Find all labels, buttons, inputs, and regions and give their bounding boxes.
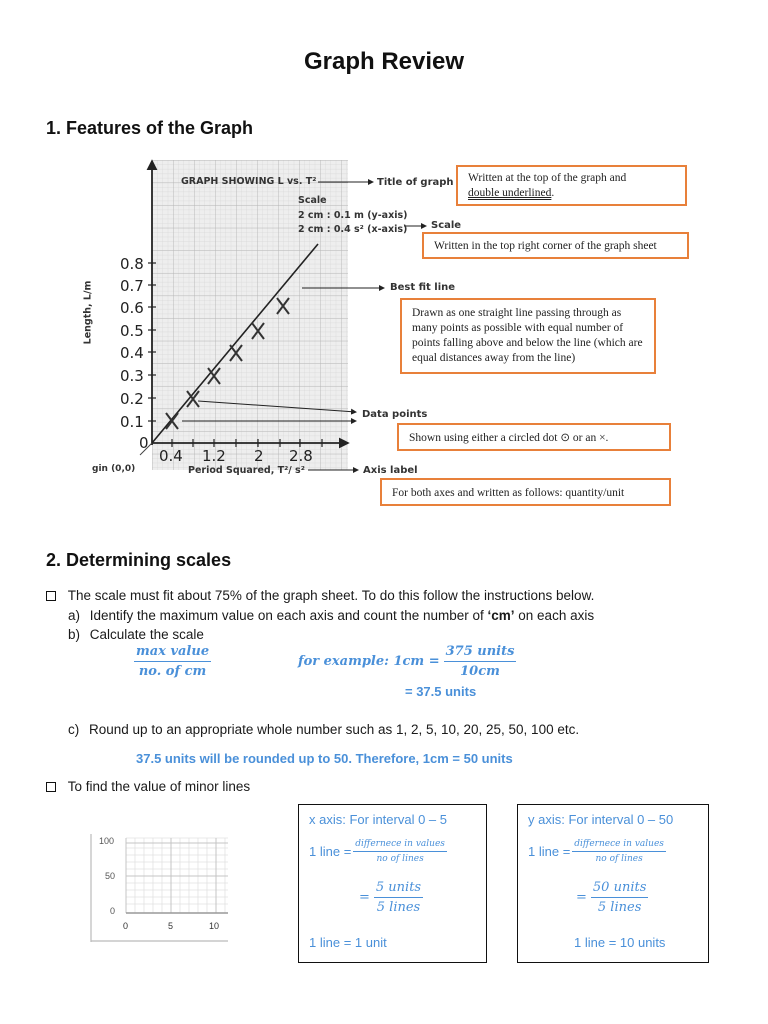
x-box-heading: x axis: For interval 0 – 5 — [309, 812, 447, 827]
y-box-eq: = — [576, 890, 587, 905]
x-box-fraction — [353, 839, 447, 864]
x-box-value — [359, 880, 423, 915]
scale-y-text: 2 cm : 0.1 m (y-axis) — [298, 210, 408, 221]
y-axis-minor-line-box — [517, 804, 709, 963]
x-box-frac-num: differnece in values — [353, 839, 447, 852]
annotation-title-of-graph: Title of graph — [377, 177, 454, 188]
y-box-frac-num: differnece in values — [572, 839, 666, 852]
double-underlined-text: double underlined — [468, 187, 552, 199]
section-2-heading: 2. Determining scales — [46, 550, 232, 570]
y-box-line-label: 1 line = — [528, 844, 571, 859]
mini-x-tick: 0 — [123, 921, 129, 931]
callout-data-points: Shown using either a circled dot ⊙ or an ×. — [397, 423, 671, 451]
example-formula — [298, 644, 516, 679]
callout-title — [456, 165, 687, 206]
mini-x-tick: 5 — [168, 921, 174, 931]
x-axis-minor-line-box — [298, 804, 487, 963]
step-c-prefix: c) — [68, 722, 80, 737]
y-box-value — [576, 880, 648, 915]
y-tick: 0.6 — [120, 299, 144, 317]
x-box-value-fraction — [374, 880, 423, 915]
example-denominator: 10cm — [460, 664, 500, 679]
page-title: Graph Review — [303, 48, 465, 75]
step-a — [68, 608, 594, 623]
x-tick: 2 — [254, 447, 264, 465]
example-prefix: for example: 1cm = — [298, 654, 440, 669]
scale-formula — [134, 644, 211, 679]
scale-x-text: 2 cm : 0.4 s² (x-axis) — [298, 224, 408, 235]
mini-x-tick: 10 — [209, 921, 220, 931]
example-result: = 37.5 units — [405, 684, 477, 699]
formula-numerator: max value — [134, 644, 211, 662]
scale-heading: Scale — [298, 195, 327, 206]
y-tick: 0 — [139, 434, 149, 452]
y-box-fraction — [572, 839, 666, 864]
step-b-text: Calculate the scale — [89, 627, 204, 642]
y-axis-label: Length, L/m — [82, 280, 94, 345]
x-box-result: 1 line = 1 unit — [309, 935, 387, 950]
step-a-text-end: on each axis — [514, 608, 595, 623]
step-c-text: Round up to an appropriate whole number such as 1, 2, 5, 10, 20, 25, 50, 100 etc. — [89, 722, 580, 737]
mini-grid-graph — [88, 832, 228, 942]
x-box-val-num: 5 units — [374, 880, 423, 898]
callout-axis-label: For both axes and written as follows: quantity/unit — [380, 478, 671, 506]
mini-y-tick: 50 — [105, 871, 116, 881]
y-tick: 0.1 — [120, 413, 144, 431]
section-1-heading: 1. Features of the Graph — [46, 118, 254, 138]
bullet-minor-lines — [46, 779, 250, 794]
x-axis-label: Period Squared, T²/ s² — [188, 465, 305, 476]
step-c — [68, 722, 579, 737]
y-box-formula — [528, 839, 666, 864]
y-tick: 0.4 — [120, 344, 144, 362]
y-box-val-den: 5 lines — [597, 900, 642, 915]
bullet-text: To find the value of minor lines — [67, 779, 251, 794]
x-tick: 0.4 — [159, 447, 183, 465]
mini-y-tick: 0 — [110, 906, 116, 916]
y-tick: 0.2 — [120, 390, 144, 408]
y-box-value-fraction — [591, 880, 648, 915]
x-box-val-den: 5 lines — [376, 900, 421, 915]
y-tick: 0.7 — [120, 277, 144, 295]
checkbox-icon — [46, 591, 56, 601]
example-numerator: 375 units — [444, 644, 517, 662]
mini-grid — [88, 832, 228, 942]
formula-denominator: no. of cm — [138, 664, 207, 679]
mini-y-tick: 100 — [99, 836, 115, 846]
graph-features-figure — [82, 155, 686, 515]
step-b — [68, 627, 204, 642]
bullet-text: The scale must fit about 75% of the graph sheet. To do this follow the instructions below. — [67, 588, 595, 603]
callout-title-line1: Written at the top of the graph and — [468, 172, 627, 184]
x-box-line-label: 1 line = — [309, 844, 352, 859]
x-tick: 2.8 — [289, 447, 313, 465]
example-fraction — [444, 644, 517, 679]
y-tick: 0.8 — [120, 255, 144, 273]
callout-scale: Written in the top right corner of the graph sheet — [422, 232, 689, 259]
graph-title-text: GRAPH SHOWING L vs. T² — [181, 176, 317, 187]
step-b-prefix: b) — [68, 627, 81, 642]
step-a-prefix: a) — [68, 608, 81, 623]
annotation-scale: Scale — [431, 220, 462, 231]
annotation-best-fit-line: Best fit line — [390, 282, 456, 293]
rounding-note: 37.5 units will be rounded up to 50. Therefore, 1cm = 50 units — [136, 751, 513, 766]
callout-best-fit: Drawn as one straight line passing through as many points as possible with equal number of points falling above and below the line (which are equal distances away from the line) — [400, 298, 656, 374]
bullet-scale-fit — [46, 588, 594, 603]
formula-fraction — [134, 644, 211, 679]
y-tick: 0.5 — [120, 322, 144, 340]
y-tick: 0.3 — [120, 367, 144, 385]
y-box-heading: y axis: For interval 0 – 50 — [528, 812, 674, 827]
annotation-axis-label: Axis label — [363, 465, 418, 476]
callout-title-line2 — [468, 186, 675, 201]
origin-label: gin (0,0) — [92, 464, 136, 474]
x-box-frac-den: no of lines — [376, 854, 424, 864]
x-box-eq: = — [359, 890, 370, 905]
period: . — [551, 187, 555, 199]
x-tick: 1.2 — [202, 447, 226, 465]
step-a-text: Identify the maximum value on each axis and count the number of — [89, 608, 488, 623]
y-box-frac-den: no of lines — [595, 854, 643, 864]
y-box-result: 1 line = 10 units — [574, 935, 666, 950]
x-box-formula — [309, 839, 447, 864]
step-a-bold: ‘cm’ — [487, 608, 515, 623]
y-box-val-num: 50 units — [591, 880, 648, 898]
checkbox-icon — [46, 782, 56, 792]
annotation-data-points: Data points — [362, 409, 428, 420]
